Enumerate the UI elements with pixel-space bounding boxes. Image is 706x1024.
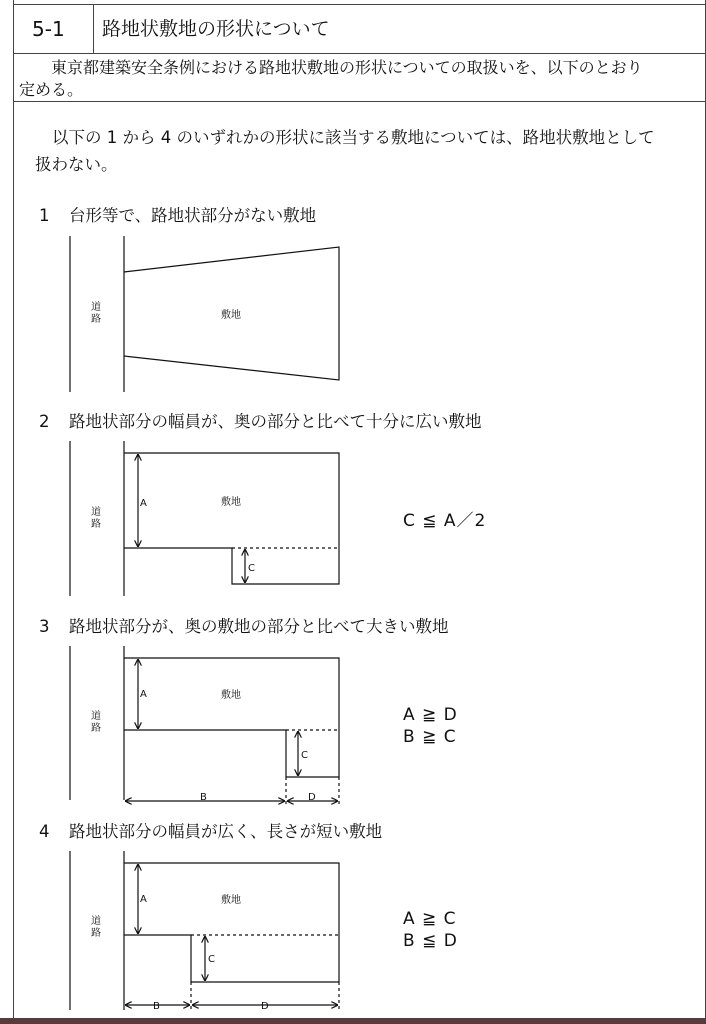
dim-a-2: A [140, 498, 147, 509]
formula-line: B ≧ C [403, 727, 457, 747]
site-label-2: 敷地 [221, 497, 241, 508]
diagram-4 [70, 851, 339, 1010]
formula-4 [403, 908, 458, 952]
road-label-4: 道 路 [91, 916, 101, 939]
diagram-2 [70, 441, 339, 596]
road-label-2: 道 路 [91, 507, 101, 530]
item-text: 路地状部分の幅員が、奥の部分と比べて十分に広い敷地 [69, 412, 482, 431]
dim-d-3: D [308, 792, 316, 803]
item-number: 1 [39, 206, 50, 225]
formula-2 [403, 510, 486, 532]
item-text: 路地状部分が、奥の敷地の部分と比べて大きい敷地 [69, 617, 449, 636]
formula-line: C ≦ A／2 [403, 511, 487, 531]
dim-c-3: C [301, 750, 308, 761]
section-number: 5-1 [14, 5, 94, 53]
item-number: 3 [39, 617, 50, 636]
formula-line: A ≧ D [403, 705, 458, 725]
item-number: 4 [39, 822, 50, 841]
site-label-1: 敷地 [221, 310, 241, 321]
item-number: 2 [39, 412, 50, 431]
dim-a-3: A [140, 689, 147, 700]
diagram-1 [70, 236, 339, 392]
item-text: 路地状部分の幅員が広く、長さが短い敷地 [69, 822, 383, 841]
formula-3 [403, 704, 458, 748]
formula-line: A ≧ C [403, 909, 457, 929]
dim-a-4: A [140, 894, 147, 905]
dim-c-2: C [248, 563, 255, 574]
formula-line: B ≦ D [403, 931, 458, 951]
site-label-3: 敷地 [221, 690, 241, 701]
window-bottom-edge [0, 1018, 706, 1024]
dim-b-4: B [153, 1001, 160, 1012]
intro-line-1: 東京都建築安全条例における路地状敷地の形状についての取扱いを、以下のとおり [51, 58, 643, 77]
road-label-1: 道 路 [91, 302, 101, 325]
site-label-4: 敷地 [221, 895, 241, 906]
intro-line-2: 定める。 [19, 80, 84, 99]
item-text: 台形等で、路地状部分がない敷地 [69, 206, 317, 225]
dim-c-4: C [208, 954, 215, 965]
diagram-3 [70, 646, 339, 805]
section-title: 路地状敷地の形状について [102, 18, 330, 40]
lead-line-2: 扱わない。 [35, 155, 118, 174]
road-label-3: 道 路 [91, 711, 101, 734]
lead-line-1: 以下の 1 から 4 のいずれかの形状に該当する敷地については、路地状敷地として [52, 128, 655, 147]
dim-b-3: B [200, 792, 207, 803]
dim-d-4: D [261, 1001, 269, 1012]
